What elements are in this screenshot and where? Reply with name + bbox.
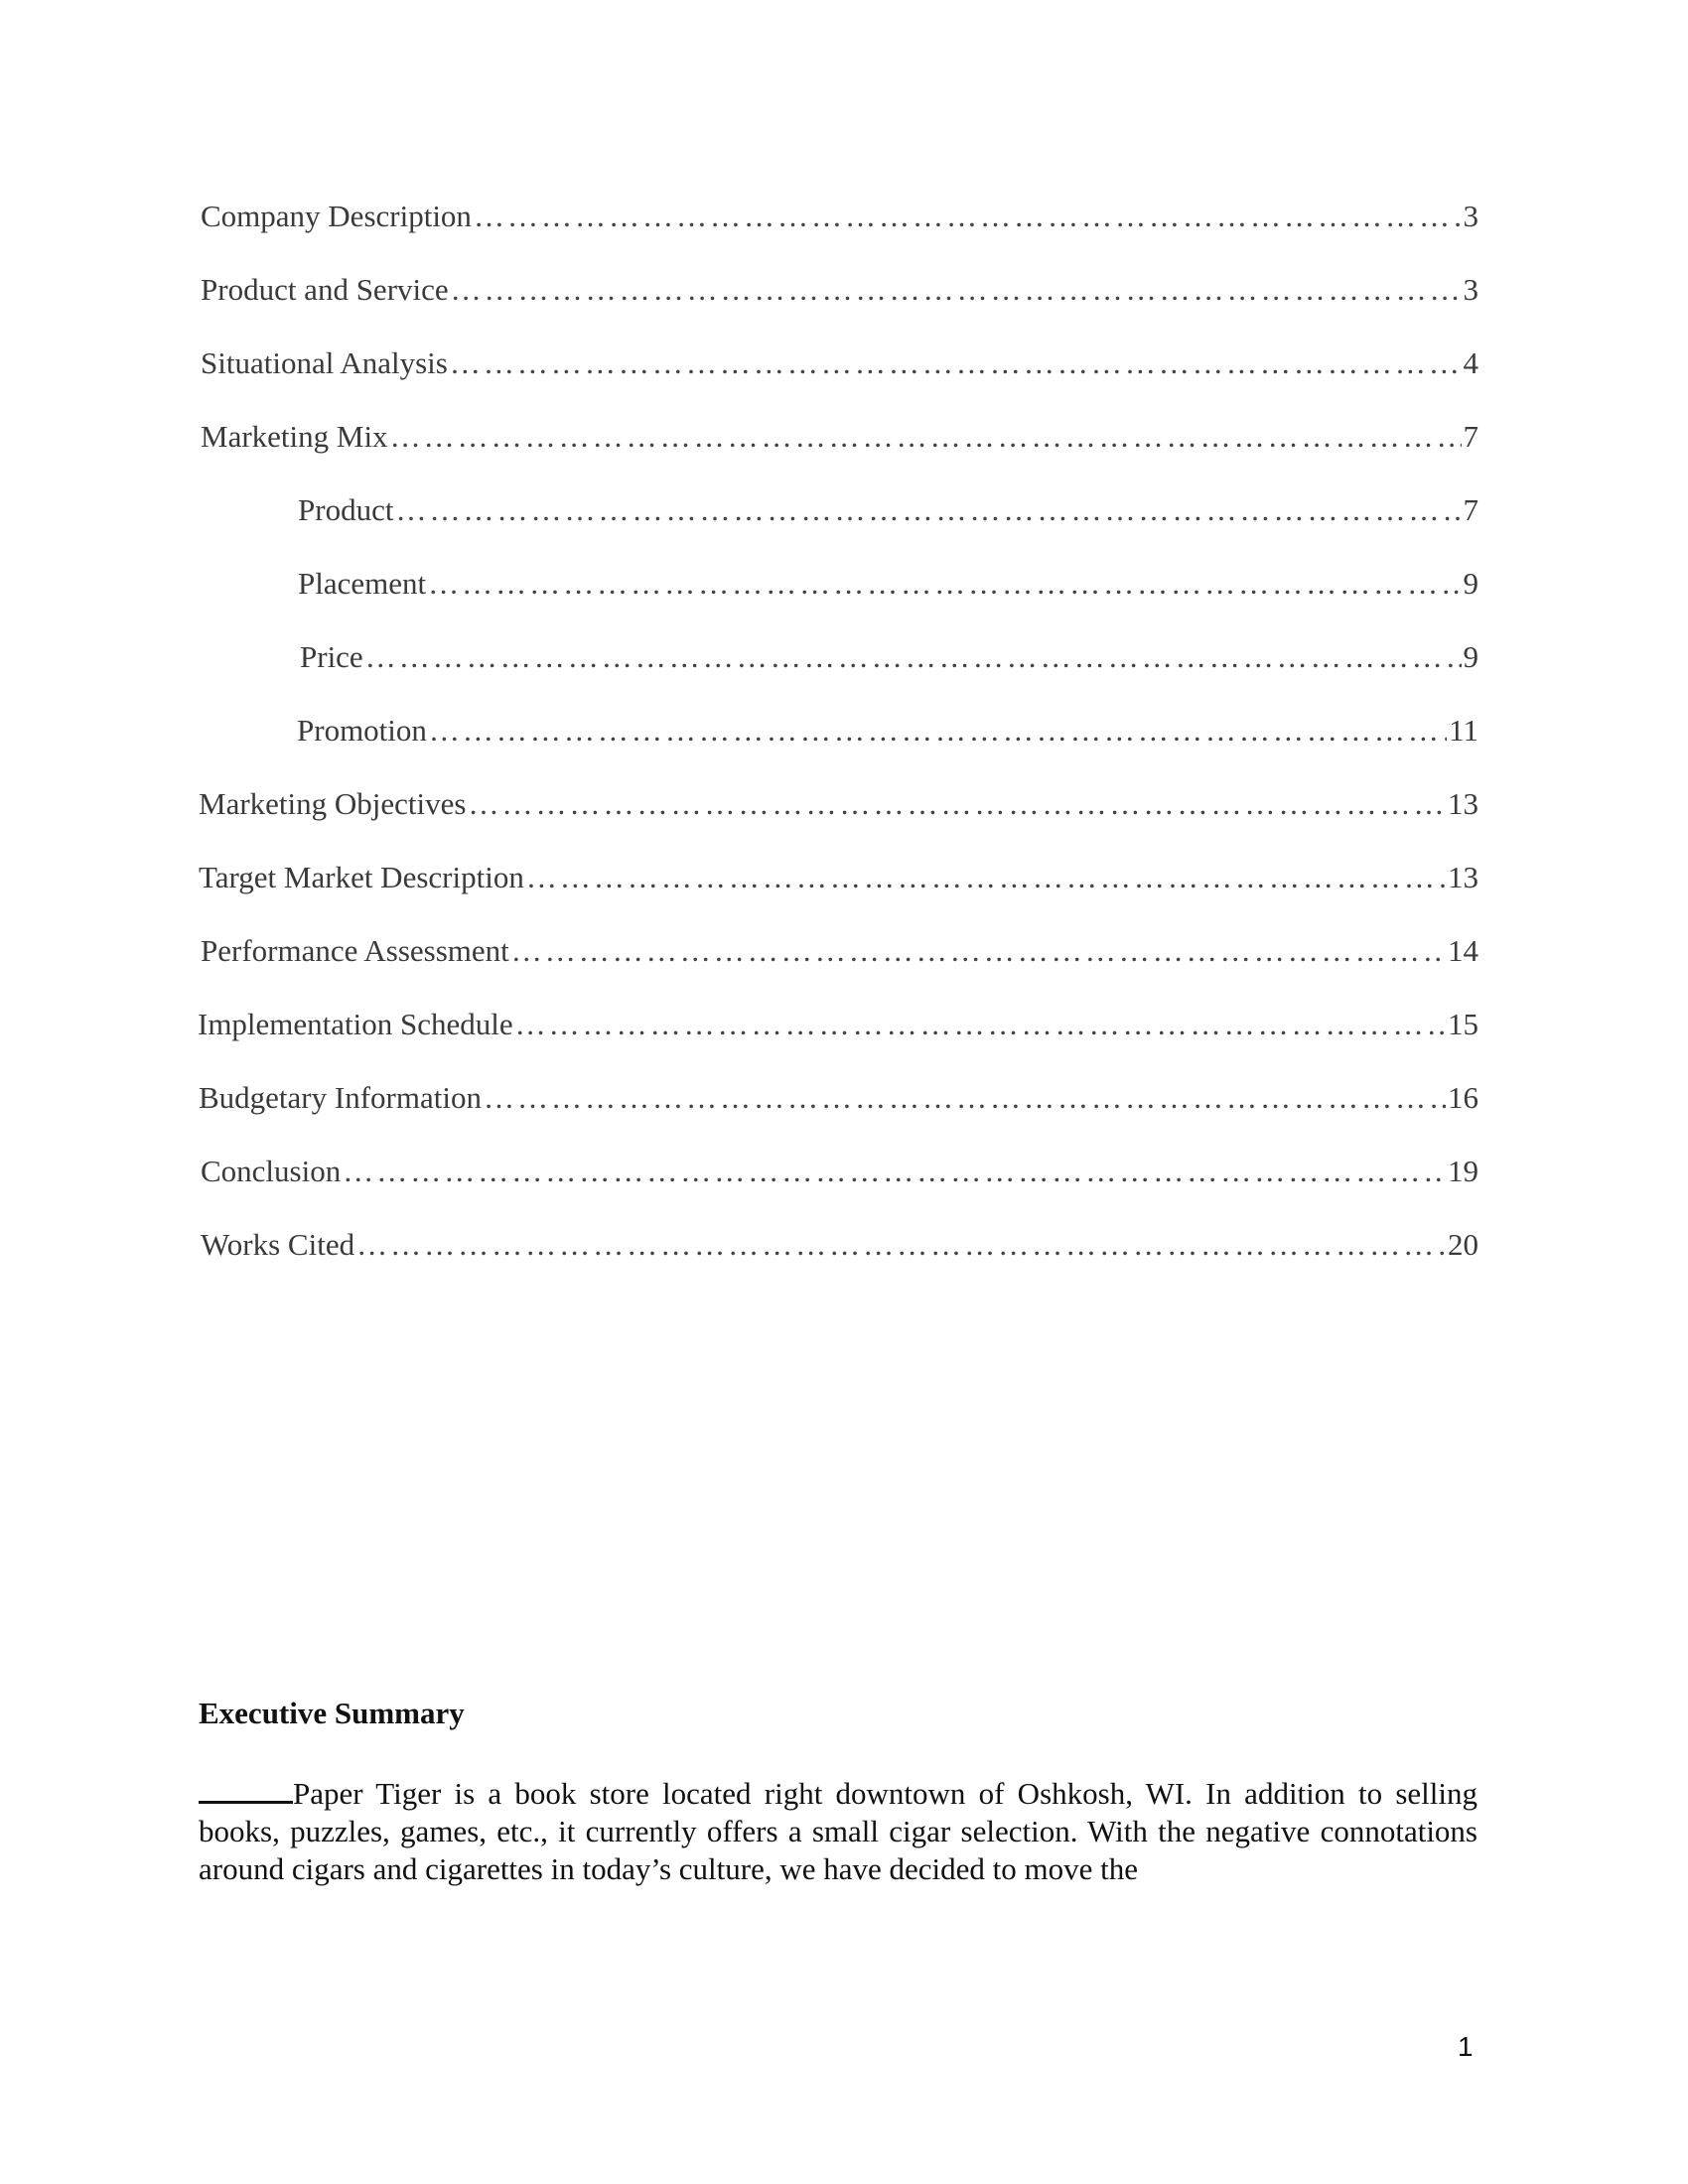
toc-entry bbox=[199, 786, 1478, 830]
toc-entry bbox=[199, 860, 1478, 903]
toc-entry-page: 4 bbox=[1463, 345, 1478, 380]
toc-entry-page: 16 bbox=[1448, 1080, 1478, 1115]
toc-leader-dots bbox=[450, 345, 1462, 381]
toc-leader-dots bbox=[515, 1007, 1446, 1042]
toc-entry bbox=[201, 199, 1478, 242]
toc-leader-dots bbox=[474, 199, 1462, 234]
toc-entry-title: Performance Assessment bbox=[201, 933, 509, 968]
toc-entry bbox=[201, 272, 1478, 316]
toc-leader-dots bbox=[526, 860, 1446, 895]
toc-leader-dots bbox=[343, 1154, 1446, 1189]
toc-leader-dots bbox=[468, 786, 1446, 822]
toc-leader-dots bbox=[484, 1080, 1446, 1116]
toc-leader-dots bbox=[390, 419, 1462, 455]
toc-entry bbox=[201, 1227, 1478, 1271]
toc-entry-title: Price bbox=[300, 639, 363, 674]
toc-subentry bbox=[297, 713, 1478, 756]
toc-leader-dots bbox=[365, 639, 1462, 675]
toc-leader-dots bbox=[511, 933, 1446, 969]
toc-entry-title: Conclusion bbox=[201, 1154, 342, 1188]
toc-entry-title: Budgetary Information bbox=[199, 1080, 482, 1115]
toc-entry bbox=[199, 1080, 1478, 1124]
toc-entry-page: 13 bbox=[1448, 860, 1478, 894]
toc-entry-page: 9 bbox=[1463, 639, 1478, 674]
toc-leader-dots bbox=[428, 566, 1461, 602]
toc-subentry bbox=[298, 566, 1478, 610]
toc-entry-page: 14 bbox=[1448, 933, 1478, 968]
paragraph-text: Paper Tiger is a book store located right downtown of Oshkosh, WI. In addition to selling books, puzzles, games, etc., it currently offers a small cigar selection. With the negative connotations around cigars and cigarettes in today’s culture, we have decided to move the bbox=[199, 1776, 1477, 1886]
toc-entry-title: Marketing Mix bbox=[201, 419, 388, 454]
toc-entry bbox=[201, 345, 1478, 389]
toc-entry-page: 20 bbox=[1448, 1227, 1478, 1262]
toc-subentry bbox=[300, 639, 1478, 683]
section-heading: Executive Summary bbox=[199, 1696, 465, 1730]
toc-entry-title: Situational Analysis bbox=[201, 345, 448, 380]
toc-entry bbox=[201, 1154, 1478, 1197]
toc-entry-title: Placement bbox=[298, 566, 427, 601]
toc-leader-dots bbox=[356, 1227, 1446, 1263]
toc-entry-title: Product bbox=[298, 492, 394, 527]
toc-entry-title: Promotion bbox=[297, 713, 427, 748]
toc-entry-title: Marketing Objectives bbox=[199, 786, 467, 821]
toc-entry-title: Company Description bbox=[201, 199, 472, 233]
toc-entry-page: 3 bbox=[1463, 199, 1478, 233]
page-number: 1 bbox=[1458, 2031, 1474, 2062]
toc-leader-dots bbox=[395, 492, 1461, 528]
toc-leader-dots bbox=[429, 713, 1447, 749]
toc-entry-page: 7 bbox=[1463, 419, 1478, 454]
indent-underline bbox=[199, 1779, 293, 1804]
toc-entry-title: Target Market Description bbox=[199, 860, 524, 894]
toc-entry bbox=[198, 1007, 1478, 1050]
toc-subentry bbox=[298, 492, 1478, 536]
toc-entry bbox=[201, 419, 1478, 463]
toc-entry-title: Implementation Schedule bbox=[198, 1007, 513, 1041]
toc-entry-page: 9 bbox=[1463, 566, 1478, 601]
toc-entry-page: 3 bbox=[1463, 272, 1478, 307]
toc-leader-dots bbox=[451, 272, 1462, 308]
toc-entry-page: 7 bbox=[1463, 492, 1478, 527]
body-paragraph bbox=[199, 1775, 1477, 1888]
toc-entry-title: Product and Service bbox=[201, 272, 449, 307]
toc-entry-page: 13 bbox=[1448, 786, 1478, 821]
toc-entry-page: 19 bbox=[1448, 1154, 1478, 1188]
toc-entry bbox=[201, 933, 1478, 977]
toc-entry-title: Works Cited bbox=[201, 1227, 355, 1262]
toc-entry-page: 15 bbox=[1448, 1007, 1478, 1041]
toc-entry-page: 11 bbox=[1449, 713, 1478, 748]
